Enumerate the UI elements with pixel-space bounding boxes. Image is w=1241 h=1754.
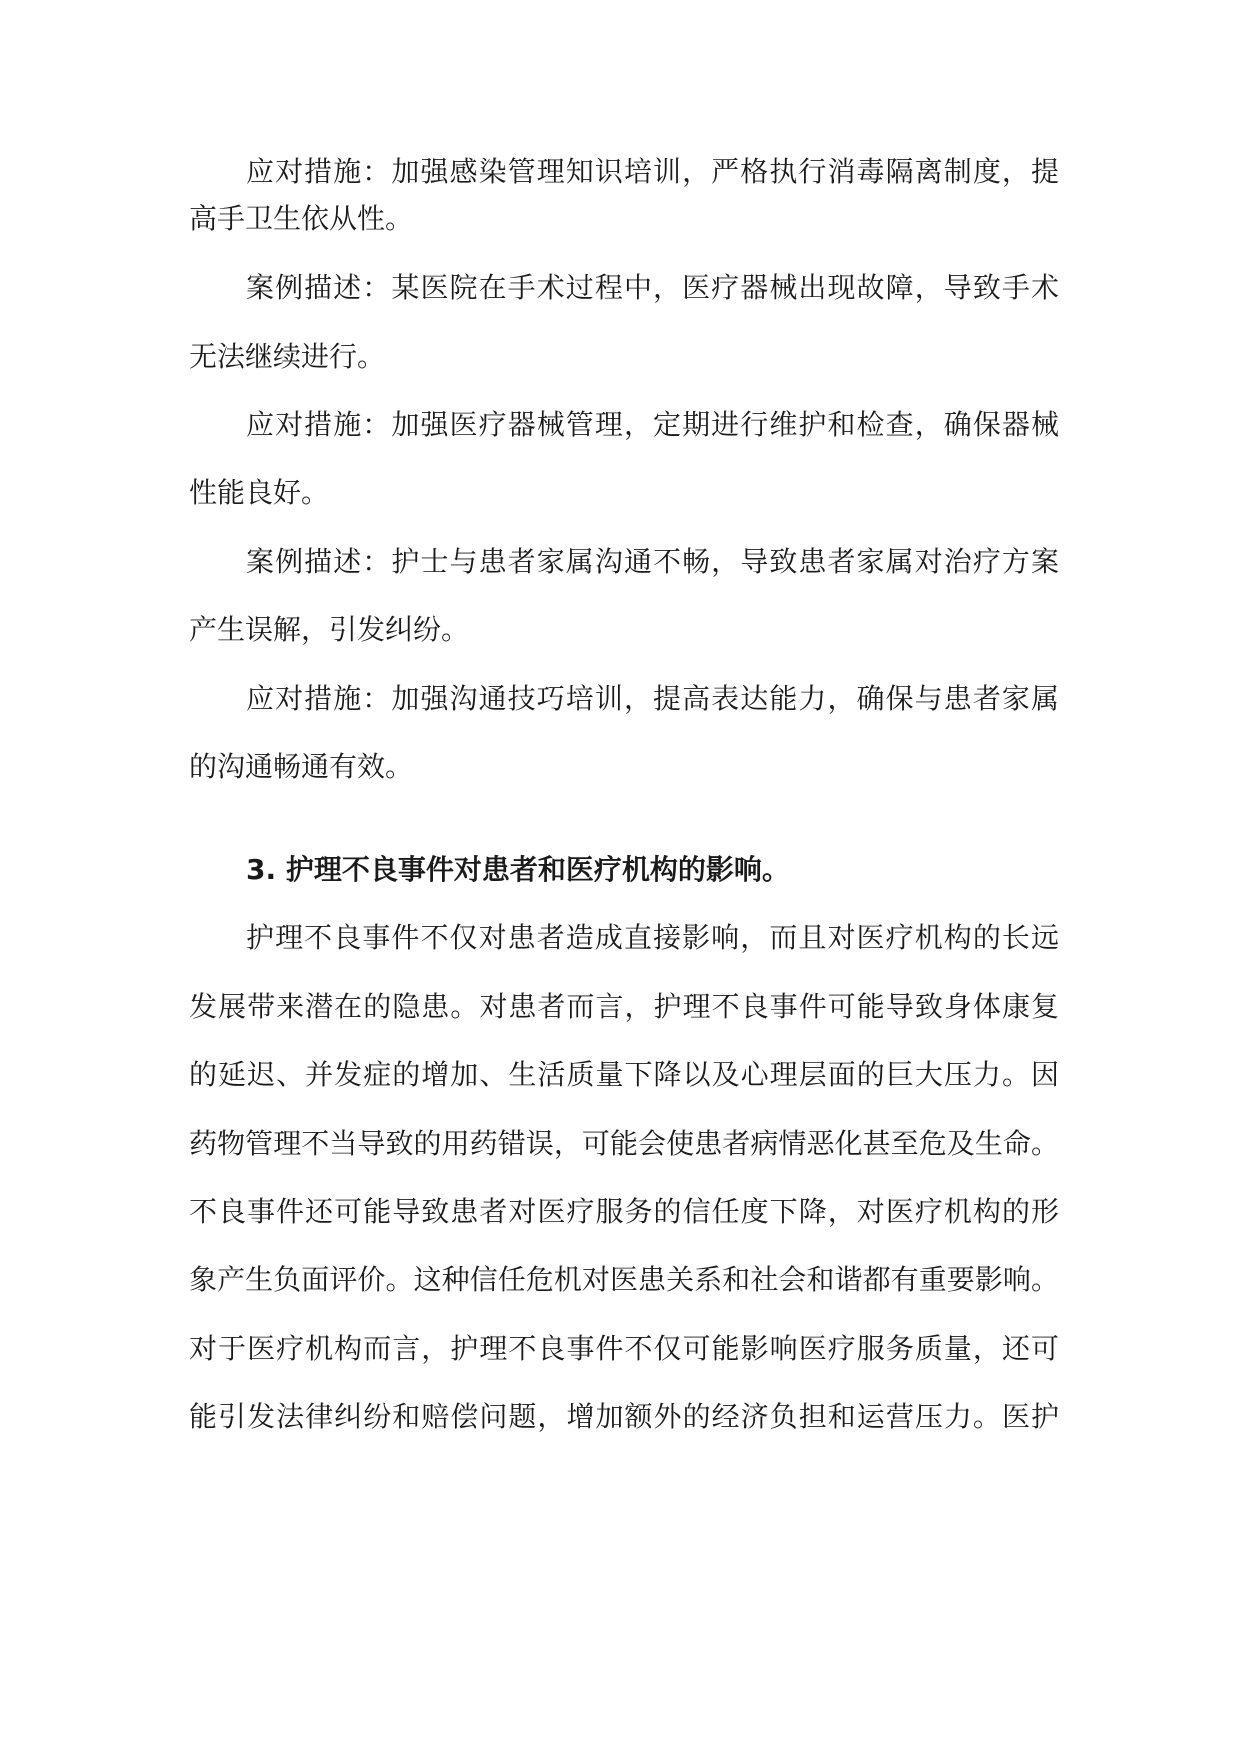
body-line: 发展带来潜在的隐患。对患者而言，护理不良事件可能导致身体康复: [189, 990, 1059, 1023]
body-line: 药物管理不当导致的用药错误，可能会使患者病情恶化甚至危及生命。: [189, 1127, 1059, 1160]
paragraph-line: 无法继续进行。: [189, 340, 386, 373]
body-line: 能引发法律纠纷和赔偿问题，增加额外的经济负担和运营压力。医护: [189, 1400, 1059, 1433]
paragraph-line: 案例描述：某医院在手术过程中，医疗器械出现故障，导致手术: [246, 271, 1059, 304]
paragraph-line: 应对措施：加强沟通技巧培训，提高表达能力，确保与患者家属: [246, 682, 1059, 715]
paragraph-line: 案例描述：护士与患者家属沟通不畅，导致患者家属对治疗方案: [246, 545, 1059, 578]
body-line: 的延迟、并发症的增加、生活质量下降以及心理层面的巨大压力。因: [189, 1058, 1059, 1091]
paragraph-line: 应对措施：加强医疗器械管理，定期进行维护和检查，确保器械: [246, 408, 1059, 441]
section-heading: 3. 护理不良事件对患者和医疗机构的影响。: [246, 853, 790, 886]
paragraph-line: 产生误解，引发纠纷。: [189, 613, 470, 646]
paragraph-line: 高手卫生依从性。: [189, 202, 414, 235]
body-line: 护理不良事件不仅对患者造成直接影响，而且对医疗机构的长远: [246, 921, 1059, 954]
paragraph-line: 性能良好。: [189, 476, 330, 509]
paragraph-line: 应对措施：加强感染管理知识培训，严格执行消毒隔离制度，提: [246, 155, 1059, 188]
paragraph-line: 的沟通畅通有效。: [189, 750, 414, 783]
body-line: 对于医疗机构而言，护理不良事件不仅可能影响医疗服务质量，还可: [189, 1332, 1059, 1365]
body-line: 象产生负面评价。这种信任危机对医患关系和社会和谐都有重要影响。: [189, 1263, 1059, 1296]
body-line: 不良事件还可能导致患者对医疗服务的信任度下降，对医疗机构的形: [189, 1195, 1059, 1228]
